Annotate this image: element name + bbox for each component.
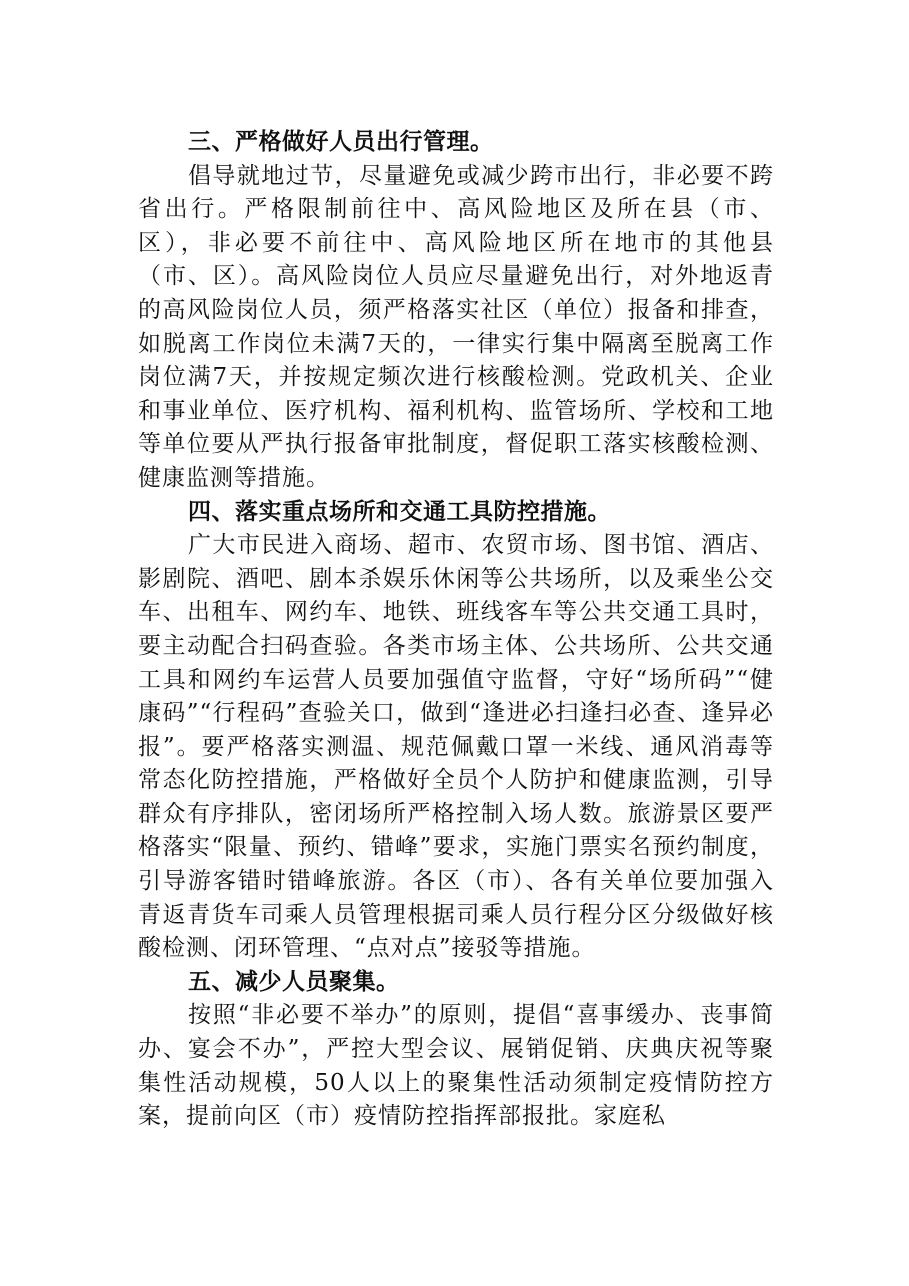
section-paragraph-3: 倡导就地过节，尽量避免或减少跨市出行，非必要不跨省出行。严格限制前往中、高风险地区及所在县（市、区），非必要不前往中、高风险地区所在地市的其他县（市、区）。高风险岗位人员应尽量避免出行，对外地返青的高风险岗位人员，须严格落实社区（单位）报备和排查，如脱离工作岗位未满7天的，一律实行集中隔离至脱离工作岗位满7天，并按规定频次进行核酸检测。党政机关、企业和事业单位、医疗机构、福利机构、监管场所、学校和工地等单位要从严执行报备审批制度，督促职工落实核酸检测、健康监测等措施。: [138, 162, 774, 491]
document-body: [138, 126, 774, 1134]
section-paragraph-5: 按照“非必要不举办”的原则，提倡“喜事缓办、丧事简办、宴会不办”，严控大型会议、展销促销、庆典庆祝等聚集性活动规模，50人以上的聚集性活动须制定疫情防控方案，提前向区（市）疫情防控指挥部报批。家庭私: [138, 1002, 774, 1130]
section-heading-3: 三、严格做好人员出行管理。: [188, 129, 494, 155]
section-heading-5: 五、减少人员聚集。: [188, 968, 400, 995]
section-heading-4: 四、落实重点场所和交通工具防控措施。: [188, 498, 611, 525]
section-paragraph-4: 广大市民进入商场、超市、农贸市场、图书馆、酒店、影剧院、酒吧、剧本杀娱乐休闲等公共场所，以及乘坐公交车、出租车、网约车、地铁、班线客车等公共交通工具时，要主动配合扫码查验。各类市场主体、公共场所、公共交通工具和网约车运营人员要加强值守监督，守好“场所码”“健康码”“行程码”查验关口，做到“逢进必扫逢扫必查、逢异必报”。要严格落实测温、规范佩戴口罩一米线、通风消毒等常态化防控措施，严格做好全员个人防护和健康监测，引导群众有序排队，密闭场所严格控制入场人数。旅游景区要严格落实“限量、预约、错峰”要求，实施门票实名预约制度，引导游客错时错峰旅游。各区（市）、各有关单位要加强入青返青货车司乘人员管理根据司乘人员行程分区分级做好核酸检测、闭环管理、“点对点”接驳等措施。: [138, 532, 774, 962]
